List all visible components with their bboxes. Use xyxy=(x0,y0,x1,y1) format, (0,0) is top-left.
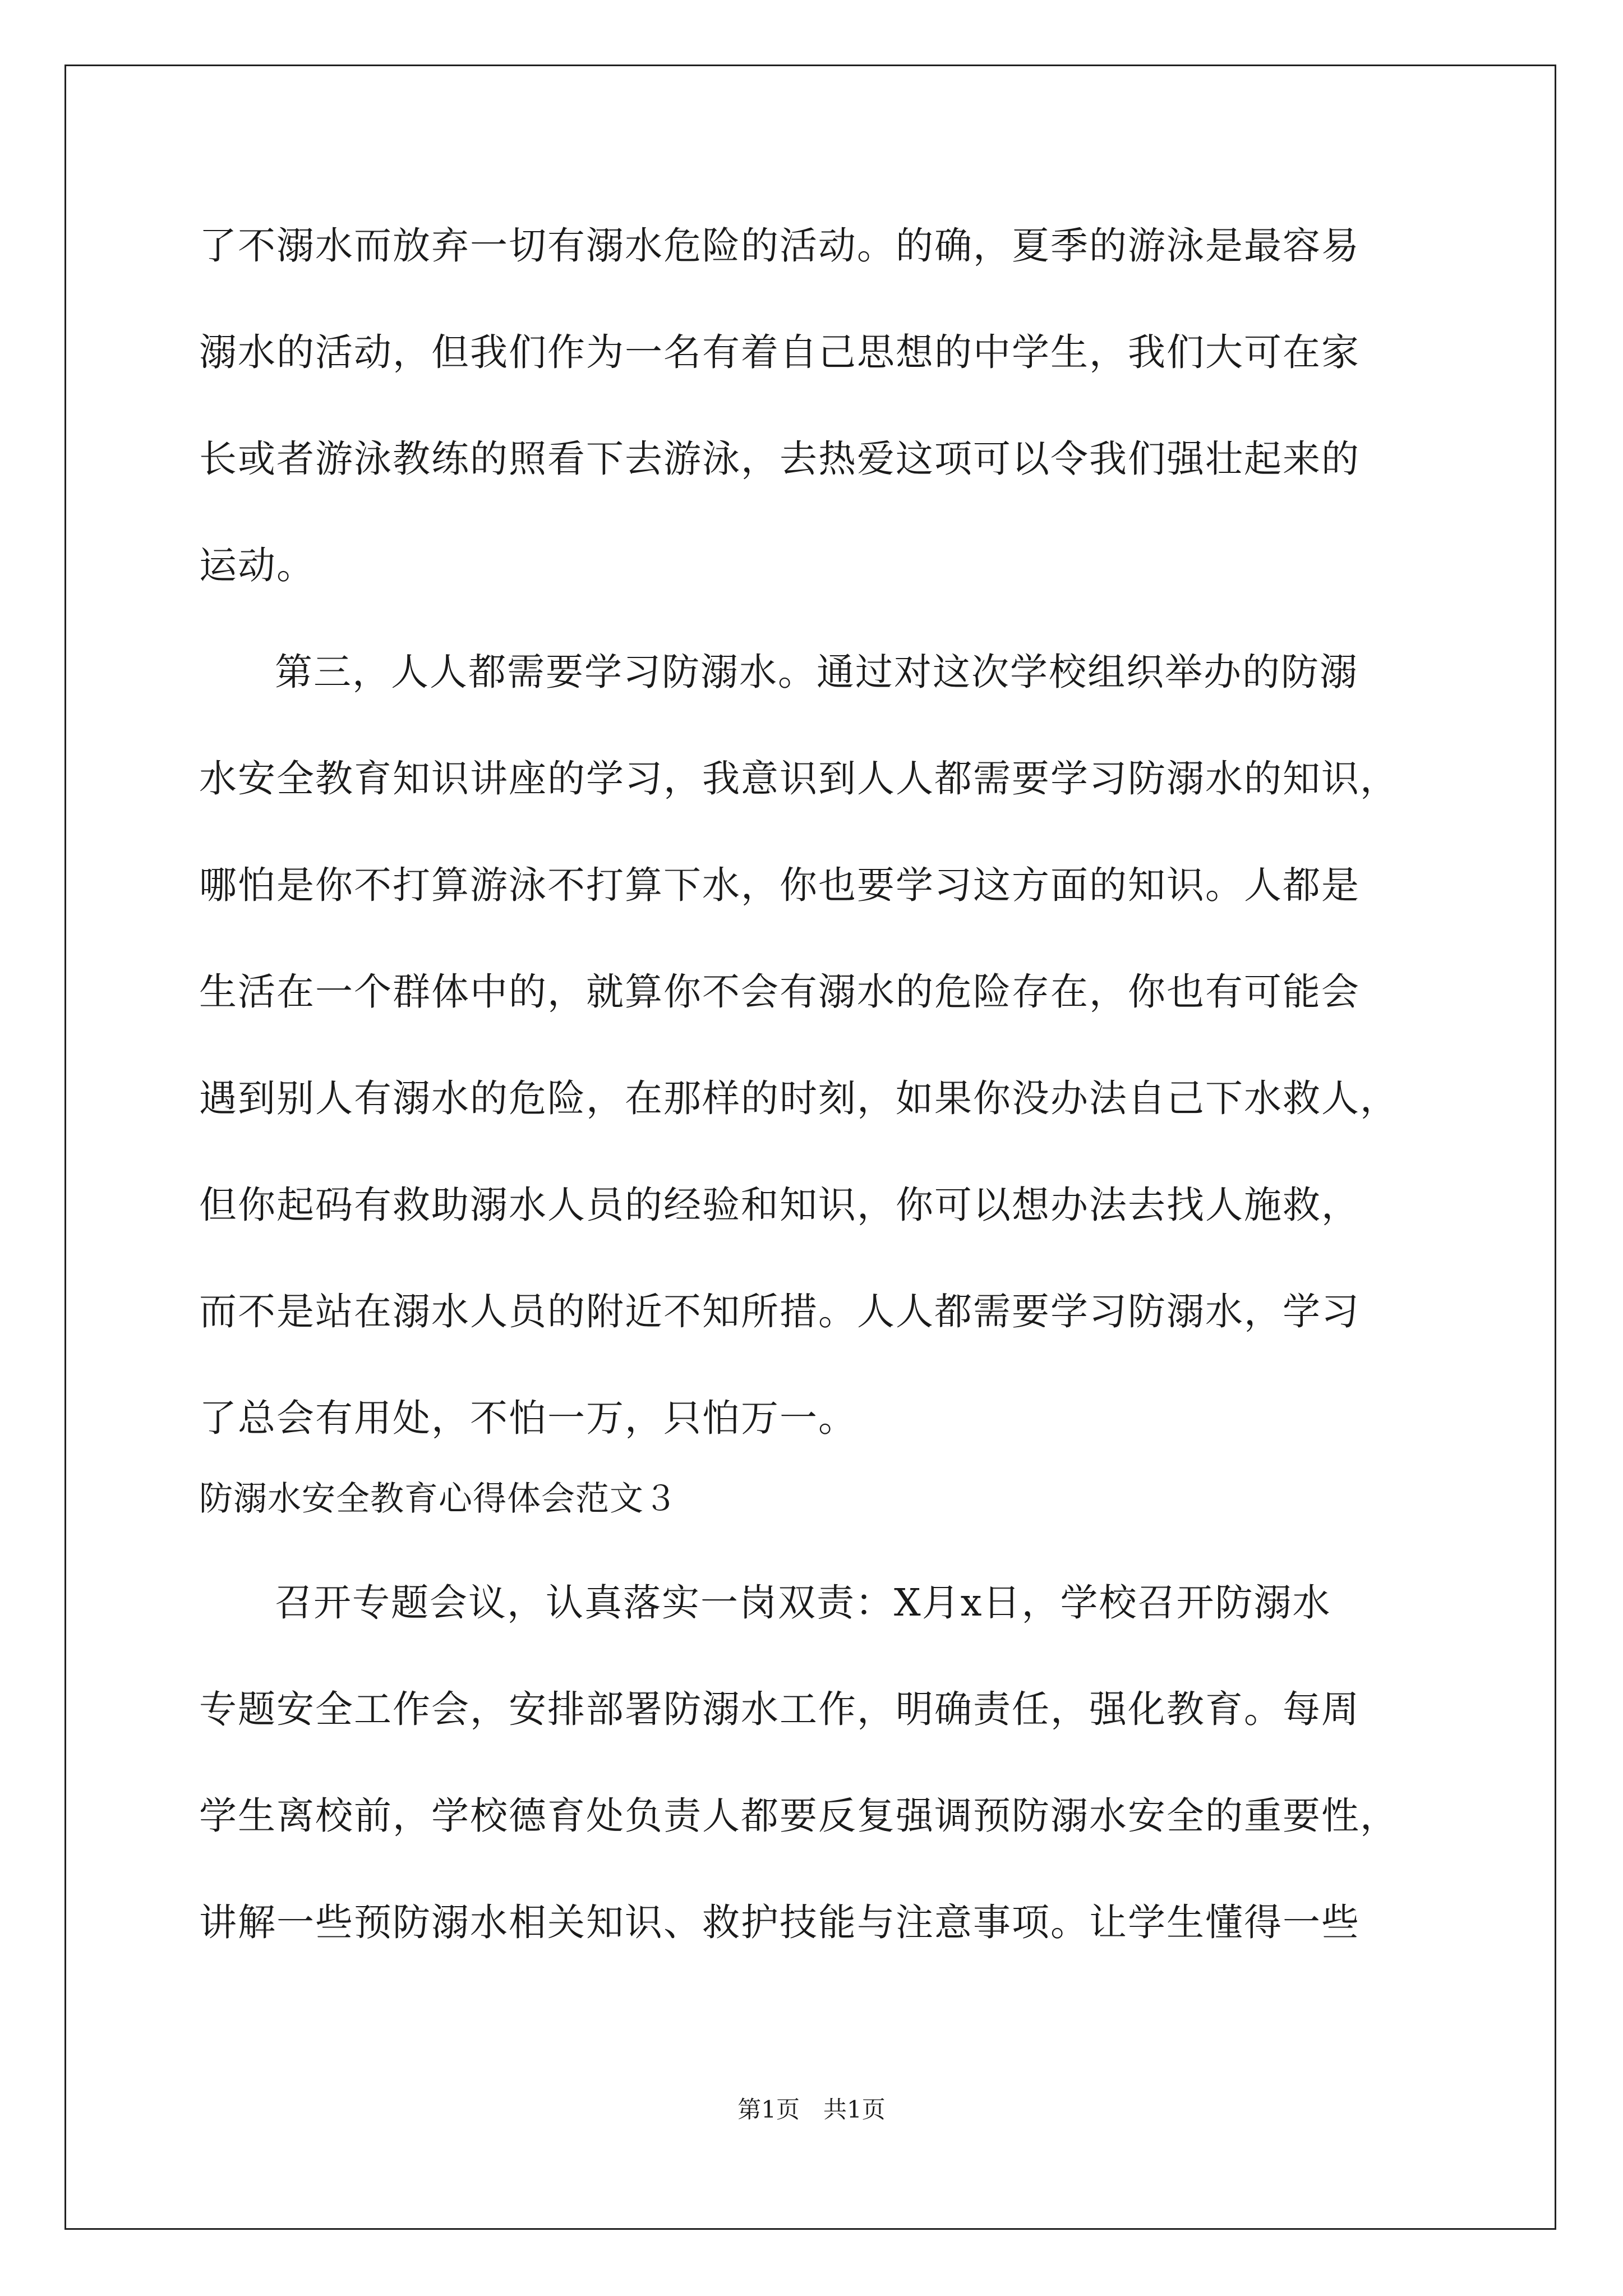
text-line: 召开专题会议，认真落实一岗双责：X月x日，学校召开防溺水 xyxy=(275,1581,1331,1625)
text-line: 而不是站在溺水人员的附近不知所措。人人都需要学习防溺水，学习 xyxy=(199,1290,1360,1333)
text-line: 了不溺水而放弃一切有溺水危险的活动。的确，夏季的游泳是最容易 xyxy=(199,224,1360,268)
text-line: 溺水的活动，但我们作为一名有着自己思想的中学生，我们大可在家 xyxy=(199,330,1360,374)
text-line: 运动。 xyxy=(199,544,315,587)
text-line: 哪怕是你不打算游泳不打算下水，你也要学习这方面的知识。人都是 xyxy=(199,863,1360,907)
text-line: 但你起码有救助溺水人员的经验和知识，你可以想办法去找人施救， xyxy=(199,1183,1360,1227)
text-line: 专题安全工作会，安排部署防溺水工作，明确责任，强化教育。每周 xyxy=(199,1687,1360,1731)
text-line: 遇到别人有溺水的危险，在那样的时刻，如果你没办法自己下水救人， xyxy=(199,1076,1399,1120)
text-line: 了总会有用处，不怕一万，只怕万一。 xyxy=(199,1396,857,1440)
text-line: 第三，人人都需要学习防溺水。通过对这次学校组织举办的防溺 xyxy=(275,650,1358,694)
text-line: 学生离校前，学校德育处负责人都要反复强调预防溺水安全的重要性， xyxy=(199,1794,1399,1838)
text-line: 讲解一些预防溺水相关知识、救护技能与注意事项。让学生懂得一些 xyxy=(199,1901,1360,1944)
text-line: 生活在一个群体中的，就算你不会有溺水的危险存在，你也有可能会 xyxy=(199,970,1360,1014)
page-footer: 第1页 共1页 xyxy=(737,2096,886,2123)
section-heading: 防溺水安全教育心得体会范文３ xyxy=(199,1479,678,1519)
text-line: 水安全教育知识讲座的学习，我意识到人人都需要学习防溺水的知识， xyxy=(199,757,1399,800)
text-line: 长或者游泳教练的照看下去游泳，去热爱这项可以令我们强壮起来的 xyxy=(199,437,1360,481)
